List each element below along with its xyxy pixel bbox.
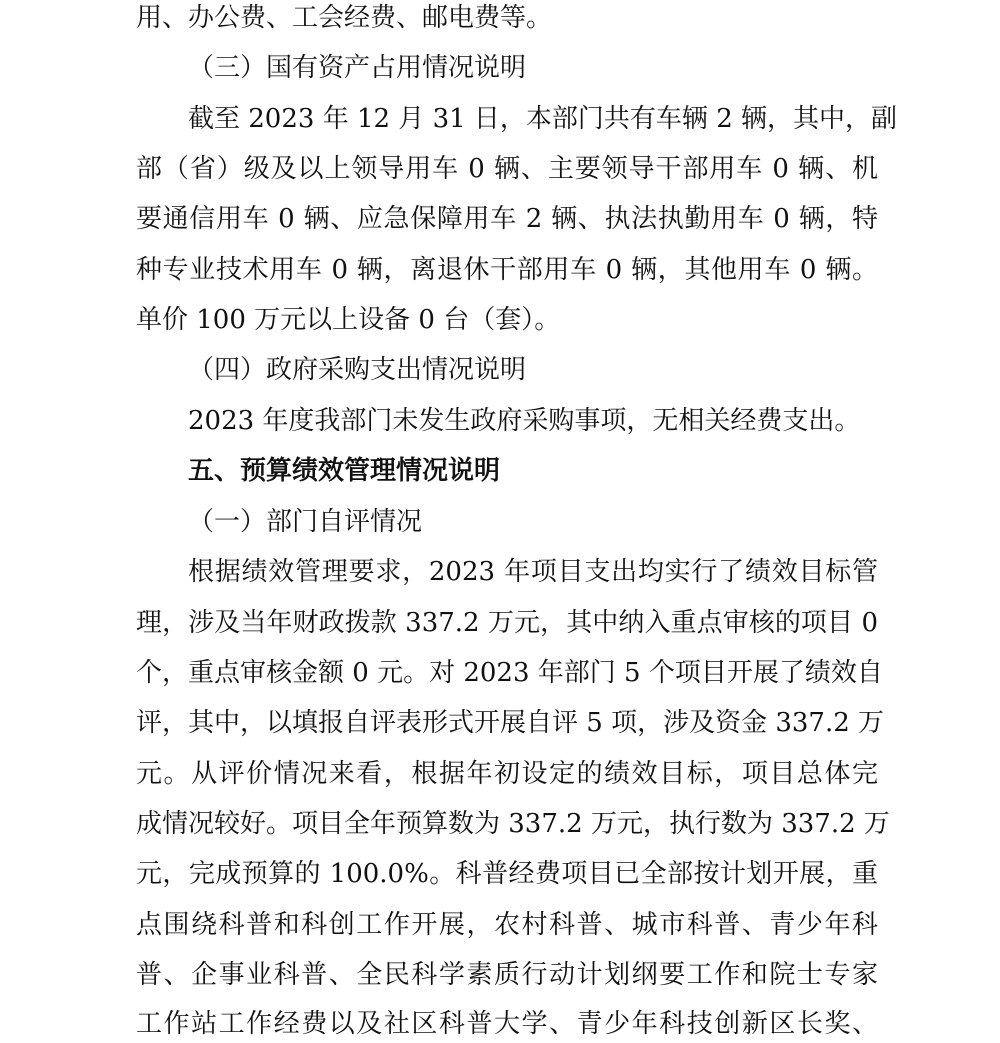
text-line: 理，涉及当年财政拨款 337.2 万元，其中纳入重点审核的项目 0	[136, 608, 878, 638]
text-line: 要通信用车 0 辆、应急保障用车 2 辆、执法执勤用车 0 辆，特	[136, 204, 878, 234]
section-heading-assets: （三）国有资产占用情况说明	[188, 53, 527, 83]
text-line: 根据绩效管理要求，2023 年项目支出均实行了绩效目标管	[188, 557, 878, 587]
text-line: 2023 年度我部门未发生政府采购事项，无相关经费支出。	[188, 406, 861, 436]
text-line: 成情况较好。项目全年预算数为 337.2 万元，执行数为 337.2 万	[136, 809, 890, 839]
section-heading-self-evaluation: （一）部门自评情况	[188, 507, 423, 537]
text-line: 单价 100 万元以上设备 0 台（套）。	[136, 305, 561, 335]
text-line: 元，完成预算的 100.0%。科普经费项目已全部按计划开展，重	[136, 859, 878, 889]
text-line: 部（省）级及以上领导用车 0 辆、主要领导干部用车 0 辆、机	[136, 154, 878, 184]
text-line: 普、企事业科普、全民科学素质行动计划纲要工作和院士专家	[136, 960, 878, 990]
text-line: 工作站工作经费以及社区科普大学、青少年科技创新区长奖、	[136, 1009, 878, 1039]
text-line: 元。从评价情况来看，根据年初设定的绩效目标，项目总体完	[136, 759, 878, 789]
text-line: 评，其中，以填报自评表形式开展自评 5 项，涉及资金 337.2 万	[136, 708, 885, 738]
chapter-heading-performance: 五、预算绩效管理情况说明	[188, 456, 501, 486]
text-line: 点围绕科普和科创工作开展，农村科普、城市科普、青少年科	[136, 910, 878, 940]
text-line: 个，重点审核金额 0 元。对 2023 年部门 5 个项目开展了绩效自	[136, 658, 883, 688]
section-heading-procurement: （四）政府采购支出情况说明	[188, 355, 527, 385]
text-line: 种专业技术用车 0 辆，离退休干部用车 0 辆，其他用车 0 辆。	[136, 255, 878, 285]
text-line: 用、办公费、工会经费、邮电费等。	[136, 3, 553, 33]
text-line: 截至 2023 年 12 月 31 日，本部门共有车辆 2 辆，其中，副	[188, 104, 897, 134]
